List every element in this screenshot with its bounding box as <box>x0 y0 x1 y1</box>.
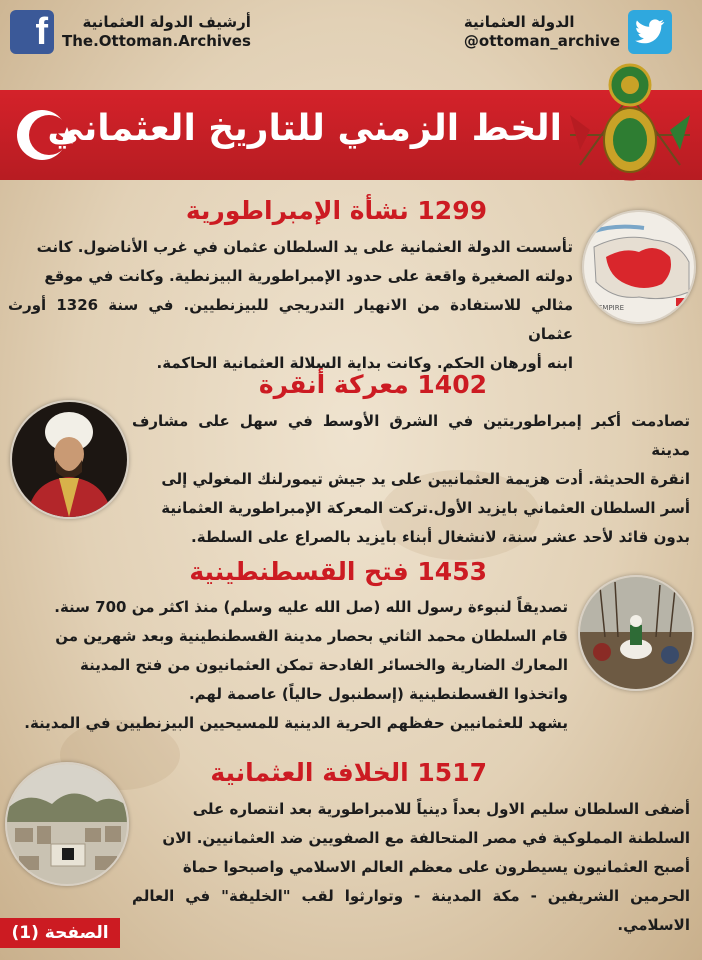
map-image <box>582 210 696 324</box>
text-line: أسر السلطان العثماني بايزيد الأول.تركت المعركة الإمبراطورية العثمانية <box>161 499 690 517</box>
section-text-1402 <box>132 407 690 552</box>
section-text-1453 <box>8 593 568 738</box>
text-line: السلطنة المملوكية في مصر المتحالفة مع الصفويين ضد العثمانيين. الان <box>162 829 690 847</box>
text-line: قام السلطان محمد الثاني بحصار مدينة القسطنطينية وبعد شهرين من <box>55 627 568 645</box>
text-line: انقرة الحديثة. أدت هزيمة العثمانيين على يد جيش تيمورلنك المغولي إلى <box>161 470 690 488</box>
svg-text:EMPIRE: EMPIRE <box>598 304 625 312</box>
mecca-view-image <box>5 762 129 886</box>
twitter-icon <box>628 10 672 54</box>
ottoman-coat-of-arms-icon <box>560 55 700 185</box>
twitter-link[interactable] <box>464 10 672 54</box>
text-line: واتخذوا القسطنطينية (إسطنبول حالياً) عاصمة لهم. <box>188 685 568 703</box>
section-text-1517 <box>132 795 690 940</box>
conquest-painting-image <box>578 575 694 691</box>
text-line: مثالي للاستفادة من الانهيار التدريجي للبيزنطيين. في سنة 1326 أورث عثمان <box>8 296 573 343</box>
text-line: أصبح العثمانيون يسيطرون على معظم العالم الاسلامي واصبحوا حماة <box>182 858 690 876</box>
section-title-1402: 1402 معركة أنقرة <box>258 370 487 399</box>
facebook-page-name: أرشيف الدولة العثمانية <box>82 13 251 31</box>
text-line: بدون قائد لأحد عشر سنة، لانشغال أبناء بايزيد بالصراع على السلطة. <box>191 528 690 546</box>
text-line: يشهد للعثمانيين حفظهم الحرية الدينية للمسيحيين البيزنطيين في المدينة. <box>24 714 568 732</box>
sultan-portrait-image <box>10 400 129 519</box>
facebook-link[interactable] <box>10 10 251 54</box>
text-line: أضفى السلطان سليم الاول بعداً دينياً للامبراطورية بعد انتصاره على <box>192 800 690 818</box>
text-line: تصادمت أكبر إمبراطوريتين في الشرق الأوسط في سهل على مشارف مدينة <box>132 412 690 459</box>
text-line: ابنه أورهان الحكم. وكانت بداية السلالة العثمانية الحاكمة. <box>156 354 573 372</box>
text-line: المعارك الضارية والخسائر الفادحة تمكن العثمانيون من فتح المدينة <box>79 656 568 674</box>
text-line: تأسست الدولة العثمانية على يد السلطان عثمان في غرب الأناضول. كانت <box>36 238 573 256</box>
section-title-1299: 1299 نشأة الإمبراطورية <box>185 196 487 225</box>
text-line: الحرمين الشريفين - مكة المدينة - وتوارثوا لقب "الخليفة" في العالم الاسلامي. <box>132 887 690 934</box>
section-title-1453: 1453 فتح القسطنطينية <box>189 557 487 586</box>
page-title: الخط الزمني للتاريخ العثماني <box>47 108 562 149</box>
facebook-handle: The.Ottoman.Archives <box>62 32 251 50</box>
section-text-1299 <box>8 233 573 378</box>
page-number-badge: الصفحة (1) <box>0 918 120 948</box>
text-line: دولته الصغيرة واقعة على حدود الإمبراطورية البيزنطية. وكانت في موقع <box>44 267 573 285</box>
text-line: تصديقاً لنبوءة رسول الله (صل الله عليه وسلم) منذ اكثر من 700 سنة. <box>54 598 568 616</box>
twitter-handle: @ottoman_archive <box>463 32 620 50</box>
twitter-account-name: الدولة العثمانية <box>463 13 575 31</box>
facebook-icon: f <box>10 10 54 54</box>
section-title-1517: 1517 الخلافة العثمانية <box>210 758 487 787</box>
